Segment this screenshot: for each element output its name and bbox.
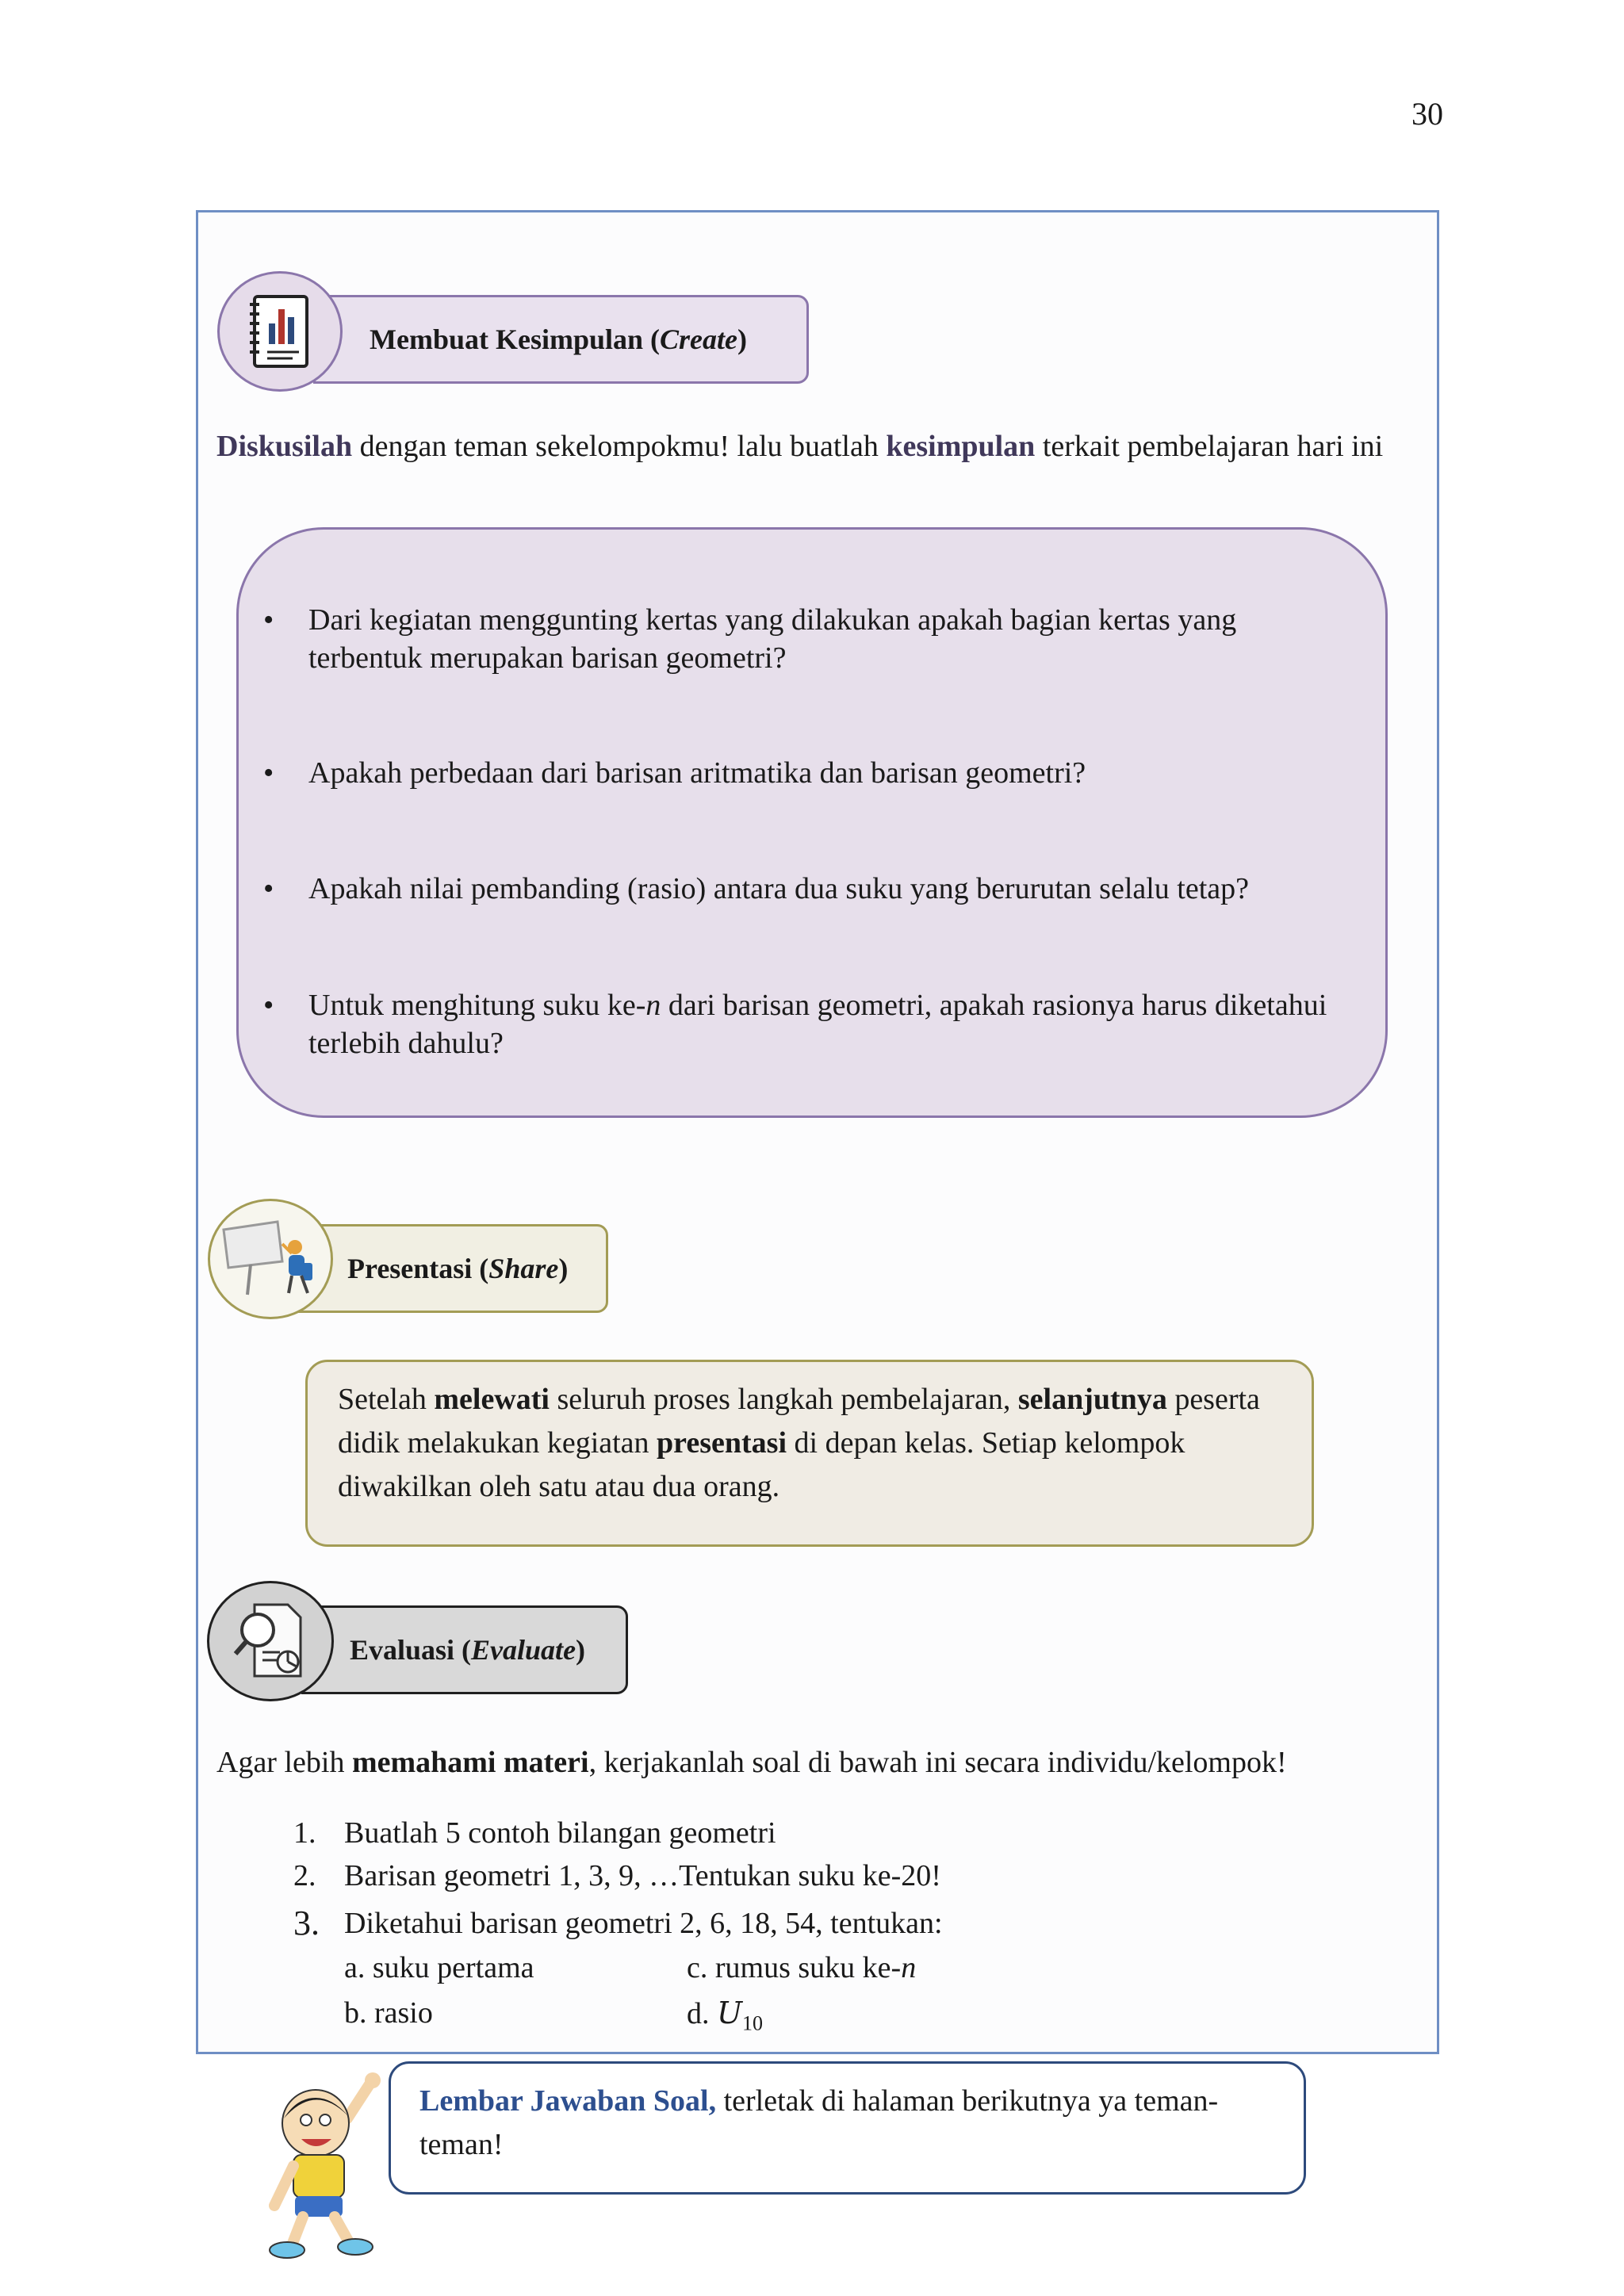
question-4-post: dari barisan geometri, apakah rasionya harus diketahui terlebih dahulu? [308,989,1327,1060]
exercise-sub-b: b. rasio [344,1996,433,2030]
answer-sheet-note-text [419,2080,1275,2167]
answer-sheet-note [389,2061,1306,2195]
create-section-title [313,295,809,384]
bullet-icon: • [263,603,274,637]
exercise-text: Barisan geometri 1, 3, 9, …Tentukan suku ke-20! [344,1859,941,1892]
evaluate-title-main: Evaluasi ( [350,1634,472,1666]
share-section-title [297,1224,608,1313]
evaluate-section-title [301,1605,628,1694]
sub-d-label: d. [687,1997,717,2030]
question-item [263,986,1331,1062]
diskusilah-emphasis: Diskusilah [216,430,353,463]
create-section-badge [217,271,343,392]
evaluate-intro-post: , kerjakanlah soal di bawah ini secara individu/kelompok! [588,1746,1287,1779]
exercise-sub-d [687,1994,763,2043]
bullet-icon: • [263,872,274,905]
share-bold-3: presentasi [657,1426,787,1460]
question-item [263,754,1331,792]
exercise-number: 1. [293,1816,316,1850]
share-title-italic: Share [488,1253,559,1284]
cartoon-character [252,2071,395,2261]
exercise-text: Diketahui barisan geometri 2, 6, 18, 54, tentukan: [344,1907,943,1940]
create-intro-text-1: dengan teman sekelompokmu! lalu buatlah [352,430,887,463]
share-title-main: Presentasi ( [347,1253,489,1284]
question-item [263,601,1331,677]
share-text-3: peserta didik melakukan kegiatan [338,1383,1260,1460]
notebook-chart-icon [243,292,316,371]
evaluate-instruction [216,1741,1422,1784]
question-item [263,870,1331,908]
evaluate-title-end: ) [576,1634,586,1666]
presenter-board-icon [219,1215,322,1303]
create-instruction [216,425,1406,468]
create-intro-text-2: terkait pembelajaran hari ini [1035,430,1384,463]
waving-boy-illustration [252,2071,395,2261]
exercise-item [293,1904,943,1942]
share-title-end: ) [558,1253,569,1284]
question-text [308,989,1327,1060]
exercise-item [293,1857,941,1895]
evaluate-intro-pre: Agar lebih [216,1746,352,1779]
note-bold-text: Lembar Jawaban Soal, [419,2084,717,2118]
exercise-sub-a: a. suku pertama [344,1951,534,1984]
create-title-italic: Create [660,323,737,355]
sub-c-text: c. rumus suku ke- [687,1951,902,1984]
bullet-icon: • [263,989,274,1022]
presentation-text [338,1378,1281,1509]
exercise-item [293,1814,776,1852]
note-text: terletak di halaman berikutnya ya teman-teman! [419,2084,1219,2161]
presentation-info-box [305,1360,1314,1547]
evaluate-title-italic: Evaluate [471,1634,576,1666]
exercise-number: 2. [293,1859,316,1892]
share-bold-1: melewati [434,1383,550,1416]
share-text-1: Setelah [338,1383,435,1416]
bullet-icon: • [263,756,274,790]
question-text: Dari kegiatan menggunting kertas yang dilakukan apakah bagian kertas yang terbentuk merupakan barisan geometri? [308,603,1237,675]
share-section-badge [208,1199,333,1319]
share-bold-2: selanjutnya [1017,1383,1167,1416]
kesimpulan-emphasis: kesimpulan [886,430,1036,463]
question-text: Apakah nilai pembanding (rasio) antara dua suku yang berurutan selalu tetap? [308,872,1250,905]
exercise-text: Buatlah 5 contoh bilangan geometri [344,1816,776,1850]
exercise-sub-c [687,1949,916,1987]
sub-c-italic: n [901,1951,917,1984]
sub-d-subscript: 10 [742,2011,764,2035]
share-text-2: seluruh proses langkah pembelajaran, [549,1383,1018,1416]
exercise-number: 3. [293,1904,320,1942]
evaluate-section-badge [207,1581,334,1701]
page-number: 30 [1411,96,1443,132]
discussion-questions-box [236,527,1388,1118]
share-text-4: di depan kelas. Setiap kelompok diwakilkan oleh satu atau dua orang. [338,1426,1185,1503]
magnifier-document-icon [231,1600,310,1682]
sub-d-variable: U [717,1996,743,2030]
evaluate-intro-bold: memahami materi [351,1746,589,1779]
question-4-italic: n [645,989,661,1022]
create-title-main: Membuat Kesimpulan ( [370,323,661,355]
create-title-end: ) [737,323,747,355]
question-4-pre: Untuk menghitung suku ke- [308,989,646,1022]
question-text: Apakah perbedaan dari barisan aritmatika dan barisan geometri? [308,756,1086,790]
